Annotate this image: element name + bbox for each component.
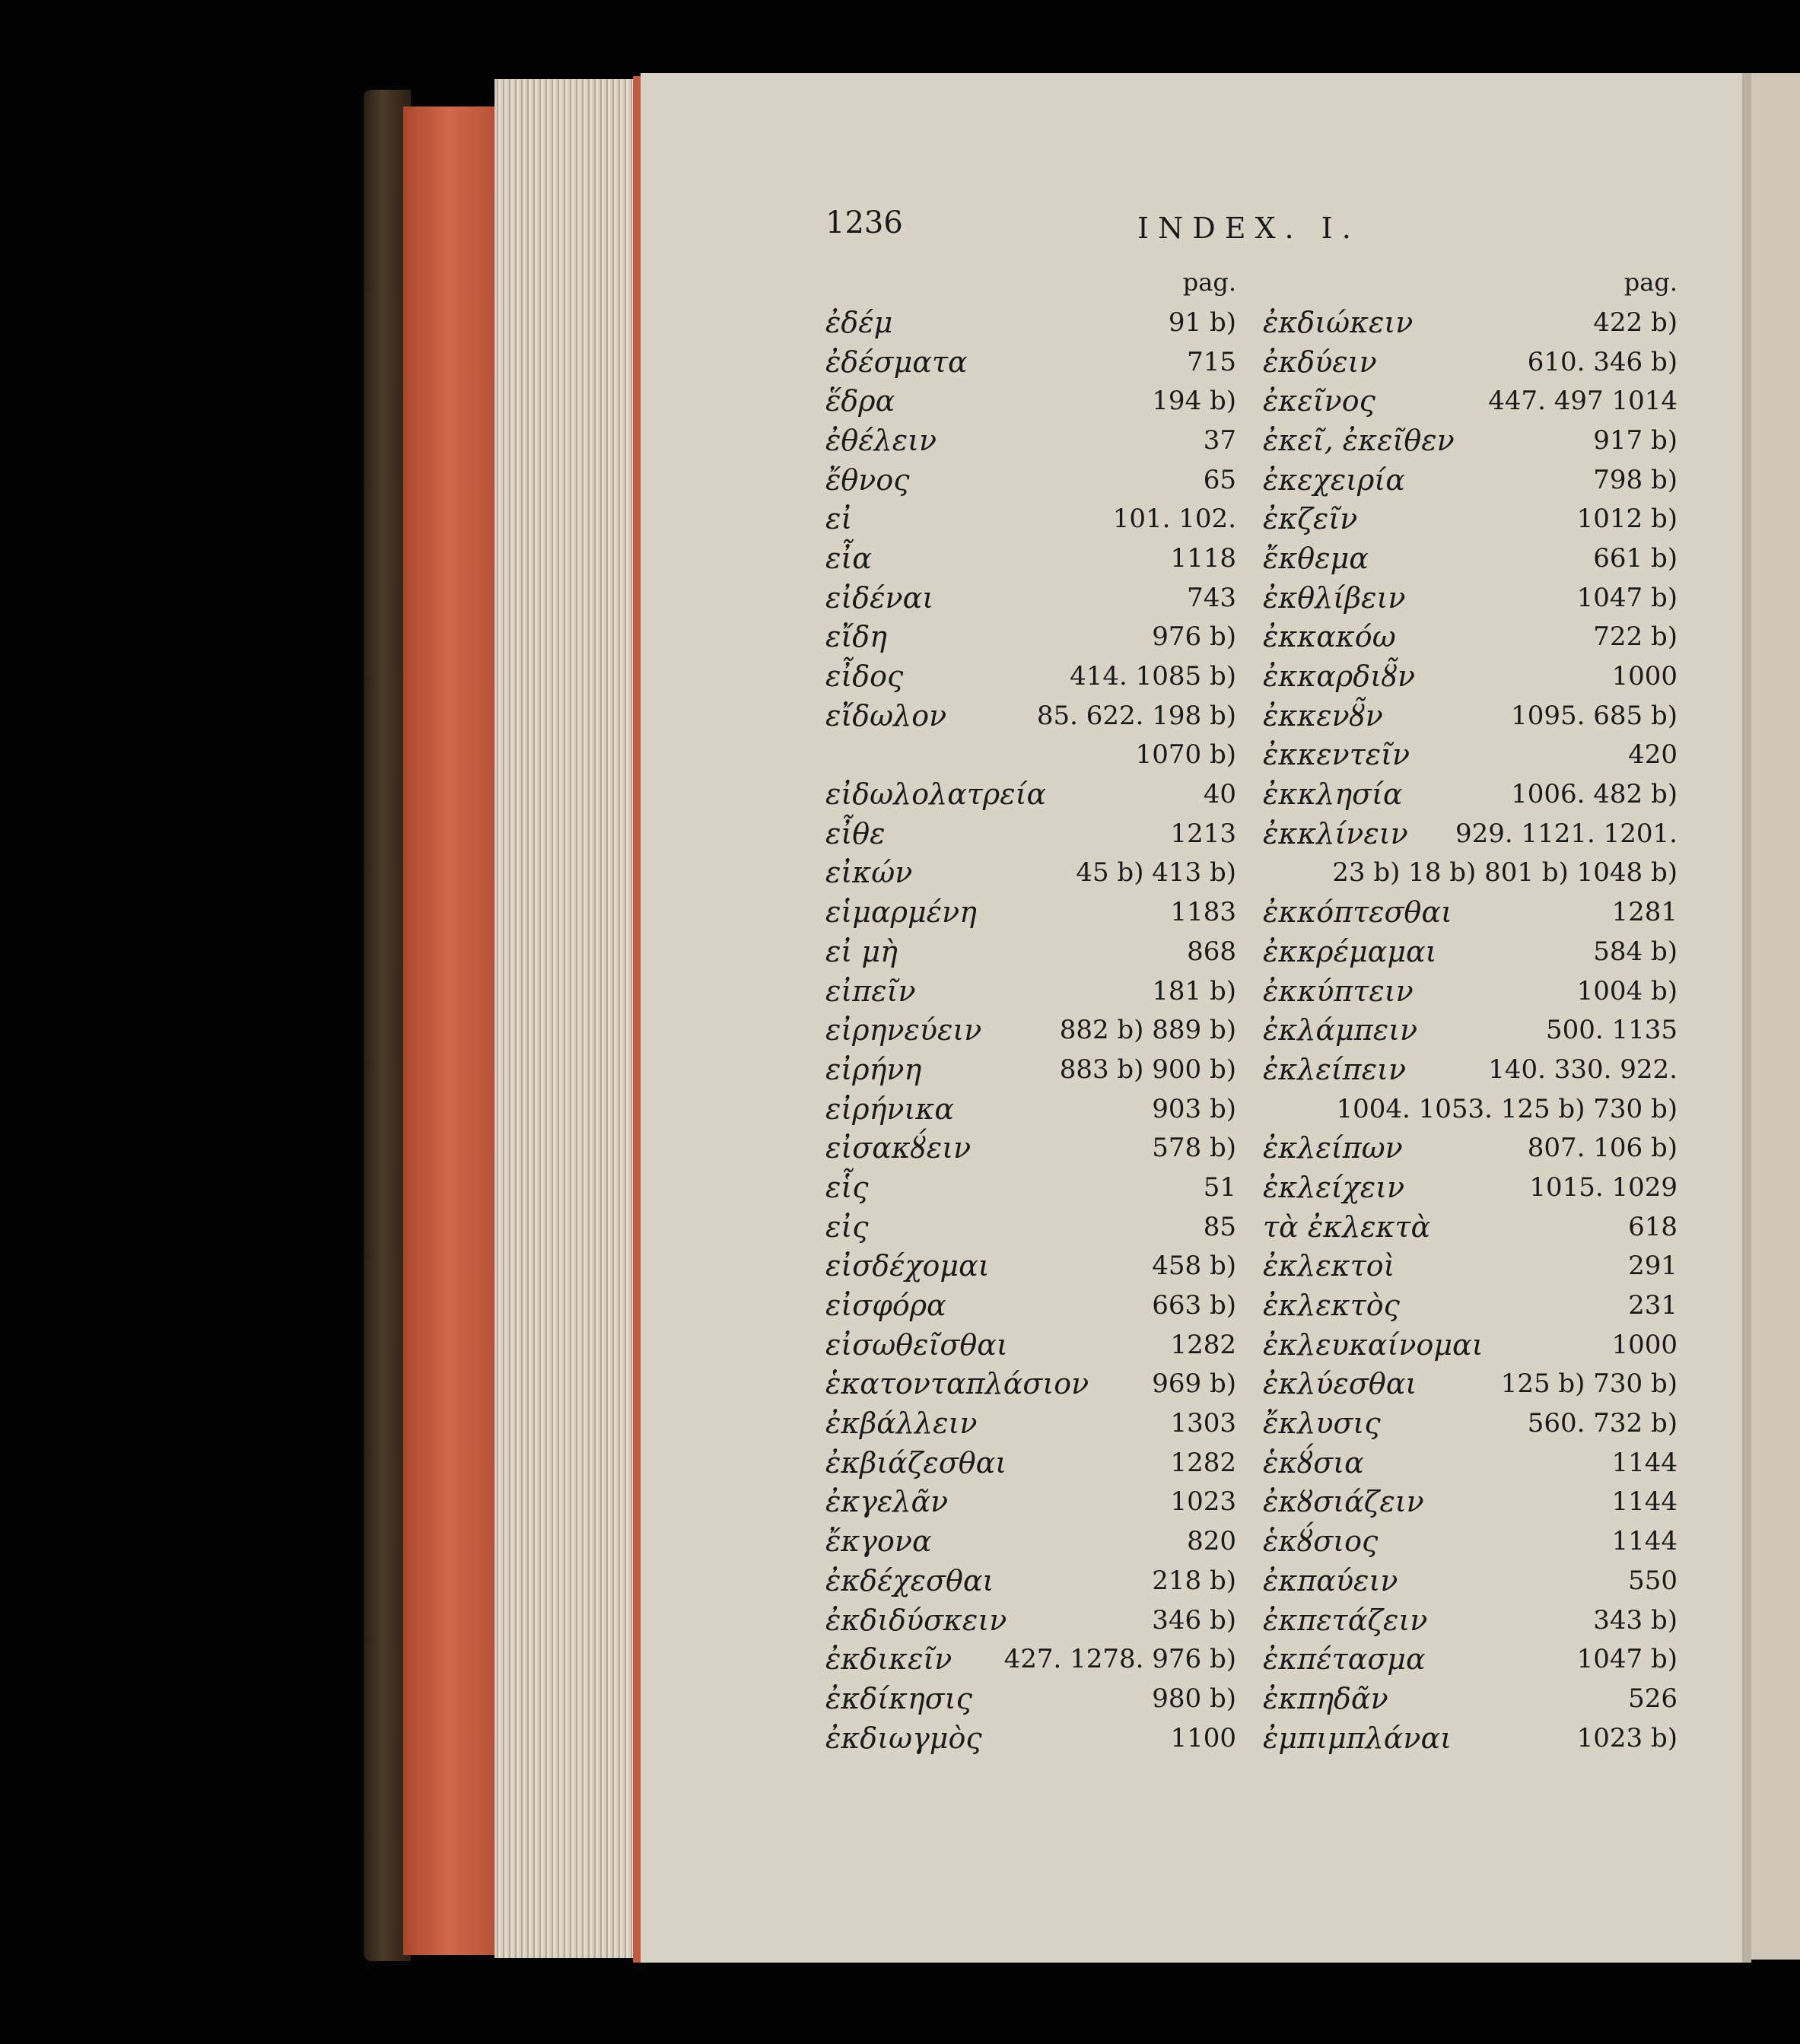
index-entry (1263, 1601, 1678, 1640)
index-entry (825, 1601, 1236, 1640)
entry-term: ἐκλάμπειν (1263, 1013, 1418, 1047)
index-entry (825, 342, 1236, 382)
entry-term: ἐκκαρδιȣ̃ν (1263, 660, 1416, 694)
index-entry (1263, 696, 1678, 736)
index-entry (825, 1168, 1236, 1207)
entry-page-ref: 51 (1203, 1171, 1236, 1203)
entry-page-ref: 1282 (1170, 1329, 1236, 1360)
entry-term: ἐκδύειν (1263, 345, 1377, 379)
index-entry (825, 539, 1236, 578)
entry-page-ref: 194 b) (1152, 386, 1236, 417)
entry-term: ἐκδίκησις (825, 1681, 972, 1715)
entry-term: ἐκπετάζειν (1263, 1603, 1428, 1637)
index-entry (825, 854, 1236, 893)
index-entry (1263, 499, 1678, 539)
entry-term: ἐθέλειν (825, 423, 937, 457)
index-entry (825, 736, 1236, 775)
entry-term: εἰρήνη (825, 1052, 922, 1086)
entry-term: εἱμαρμένη (825, 895, 977, 930)
index-entry (825, 1443, 1236, 1483)
entry-page-ref: 1213 (1170, 818, 1236, 849)
entry-page-ref: 883 b) 900 b) (1059, 1054, 1236, 1085)
entry-page-ref: 798 b) (1593, 464, 1678, 495)
entry-term: ἐμπιμπλάναι (1263, 1721, 1452, 1755)
index-entry (825, 1207, 1236, 1247)
index-entry (825, 1679, 1236, 1718)
index-entry (1263, 1483, 1678, 1522)
index-entry (825, 814, 1236, 854)
entry-term: ἐκλείχειν (1263, 1170, 1405, 1204)
entry-page-ref: 1281 (1611, 897, 1678, 928)
entry-page-ref: 231 (1628, 1290, 1678, 1321)
right-column (1263, 268, 1678, 1757)
index-entry (1263, 656, 1678, 696)
entry-page-ref: 458 b) (1152, 1251, 1236, 1282)
entry-term: εἰπεῖν (825, 974, 916, 1008)
entry-term: ἐκδιωγμὸς (825, 1721, 982, 1755)
entry-term: ἑκȣ́σια (1263, 1445, 1364, 1480)
index-entry (1263, 381, 1678, 421)
index-entry (825, 499, 1236, 539)
entry-page-ref: 618 (1628, 1211, 1678, 1242)
entry-term: ἐκλείπων (1263, 1131, 1403, 1165)
entry-term: ἐκεῖ, ἐκεῖθεν (1263, 423, 1455, 457)
index-entry (1263, 1679, 1678, 1718)
index-entry (1263, 1050, 1678, 1089)
index-entry (1263, 892, 1678, 932)
entry-term: ἑκατονταπλάσιον (825, 1367, 1089, 1401)
page-stack-edge (495, 79, 643, 1958)
entry-page-ref: 85. 622. 198 b) (1036, 700, 1236, 731)
entry-page-ref: 414. 1085 b) (1070, 661, 1236, 692)
index-entry (825, 656, 1236, 696)
index-entry (825, 1089, 1236, 1129)
entry-page-ref: 218 b) (1152, 1565, 1236, 1596)
entry-page-ref: 37 (1203, 424, 1236, 456)
entry-term: εἶα (825, 541, 872, 575)
index-entry (1263, 1128, 1678, 1168)
entry-term: ἐκγελᾶν (825, 1485, 949, 1519)
entry-page-ref: 500. 1135 (1545, 1015, 1678, 1046)
index-entry (825, 303, 1236, 342)
entry-page-ref: 807. 106 b) (1527, 1133, 1678, 1164)
entry-page-ref: 917 b) (1593, 424, 1678, 456)
index-entry (825, 1050, 1236, 1089)
entry-page-ref: 427. 1278. 976 b) (1003, 1644, 1236, 1675)
entry-term: ἐκπαύειν (1263, 1563, 1398, 1597)
index-entry (825, 892, 1236, 932)
entry-term: ἐκκενȣ̃ν (1263, 698, 1383, 733)
index-entry (825, 1247, 1236, 1286)
entry-page-ref: 40 (1203, 779, 1236, 810)
entry-page-ref: 291 (1628, 1251, 1678, 1282)
entry-page-ref: 526 (1628, 1683, 1678, 1714)
index-entry (1263, 1247, 1678, 1286)
entry-term: εἰρηνεύειν (825, 1013, 982, 1047)
index-entry (1263, 736, 1678, 775)
entry-page-ref: 422 b) (1593, 307, 1678, 338)
entry-term: ἔκλυσις (1263, 1407, 1381, 1441)
entry-term: εἴδη (825, 620, 887, 654)
entry-term: ἐκκύπτειν (1263, 974, 1414, 1008)
entry-term: ἐκȣσιάζειν (1263, 1485, 1424, 1519)
entry-term: ἐκκεντεῖν (1263, 738, 1410, 772)
entry-page-ref: 560. 732 b) (1527, 1408, 1678, 1439)
index-entry (1263, 1325, 1678, 1365)
entry-page-ref: 1118 (1170, 542, 1236, 574)
entry-page-ref: 1047 b) (1576, 582, 1678, 613)
entry-term: ἐκκλίνειν (1263, 816, 1408, 850)
index-entry (825, 1561, 1236, 1601)
entry-term: ἐκδιδύσκειν (825, 1603, 1007, 1637)
entry-term: εἰσφόρα (825, 1289, 946, 1323)
entry-page-ref: 661 b) (1593, 542, 1678, 574)
entry-term: εἶδος (825, 660, 904, 694)
entry-page-ref: 45 b) 413 b) (1076, 857, 1236, 888)
entry-term: ἐκδέχεσθαι (825, 1563, 994, 1597)
index-entry (1263, 578, 1678, 618)
index-entry (1263, 1443, 1678, 1483)
entry-term: εἰδωλολατρεία (825, 777, 1047, 812)
index-entry (1263, 774, 1678, 814)
index-entry (1263, 460, 1678, 500)
entry-term: ἐκδιώκειν (1263, 305, 1414, 339)
page-title: INDEX. I. (1137, 211, 1360, 245)
entry-term: εἴδωλον (825, 698, 947, 733)
entry-term: ἕδρα (825, 384, 895, 418)
index-entry (825, 1286, 1236, 1325)
entry-page-ref: 1000 (1611, 661, 1678, 692)
index-entry (825, 578, 1236, 618)
entry-term: ἔθνος (825, 463, 910, 497)
entry-page-ref: 181 b) (1152, 975, 1236, 1006)
entry-page-ref: 85 (1203, 1211, 1236, 1242)
entry-page-ref: 91 b) (1168, 307, 1236, 338)
index-entry (1263, 1639, 1678, 1679)
entry-page-ref: 1000 (1611, 1329, 1678, 1360)
entry-page-ref: 820 (1187, 1526, 1236, 1557)
entry-term: ἔκγονα (825, 1524, 932, 1559)
entry-page-ref: 903 b) (1152, 1093, 1236, 1124)
entry-term: εἷς (825, 1170, 869, 1204)
entry-page-ref: 346 b) (1152, 1604, 1236, 1636)
entry-page-ref: 125 b) 730 b) (1500, 1368, 1678, 1400)
index-entry (825, 1325, 1236, 1365)
index-entry (1263, 342, 1678, 382)
entry-page-ref: 1100 (1170, 1722, 1236, 1753)
entry-page-ref: 1144 (1611, 1526, 1678, 1557)
page-number: 1236 (825, 205, 903, 240)
entry-term: ἔκθεμα (1263, 541, 1369, 575)
index-entry (1263, 1010, 1678, 1050)
entry-page-ref: 1004 b) (1576, 975, 1678, 1006)
entry-page-ref: 1070 b) (1135, 739, 1236, 771)
entry-page-ref: 1047 b) (1576, 1644, 1678, 1675)
red-margin-edge (633, 76, 641, 1963)
entry-page-ref: 1183 (1170, 897, 1236, 928)
facing-page-edge (1751, 73, 1800, 1960)
entry-page-ref: 1015. 1029 (1529, 1171, 1678, 1203)
entry-term: τὰ ἐκλεκτὰ (1263, 1210, 1431, 1244)
entry-term: ἐκβάλλειν (825, 1407, 978, 1441)
entry-page-ref: 1006. 482 b) (1511, 779, 1678, 810)
index-entry (825, 971, 1236, 1011)
entry-page-ref: 343 b) (1593, 1604, 1678, 1636)
left-column (825, 268, 1236, 1757)
index-entry (1263, 1718, 1678, 1758)
entry-page-ref: 882 b) 889 b) (1059, 1015, 1236, 1046)
entry-term: ἐκδικεῖν (825, 1642, 952, 1677)
entry-term: ἐδέσματα (825, 345, 968, 379)
index-entry (825, 381, 1236, 421)
entry-page-ref: 420 (1628, 739, 1678, 771)
entry-term: ἐκλευκαίνομαι (1263, 1327, 1484, 1362)
entry-page-ref: 1144 (1611, 1447, 1678, 1478)
entry-page-ref: 868 (1187, 936, 1236, 967)
entry-page-ref: 65 (1203, 464, 1236, 495)
entry-page-ref: 1282 (1170, 1447, 1236, 1478)
entry-page-ref: 23 b) 18 b) 801 b) 1048 b) (1332, 857, 1678, 888)
entry-term: εἰσακȣ́ειν (825, 1131, 972, 1165)
entry-page-ref: 1023 (1170, 1486, 1236, 1518)
entry-page-ref: 1004. 1053. 125 b) 730 b) (1336, 1093, 1678, 1124)
index-entry (825, 696, 1236, 736)
index-entry (1263, 1403, 1678, 1443)
entry-page-ref: 550 (1628, 1565, 1678, 1596)
index-entry (825, 1639, 1236, 1679)
index-entry (1263, 303, 1678, 342)
index-entry (1263, 971, 1678, 1011)
index-entry (825, 1128, 1236, 1168)
entry-page-ref: 578 b) (1152, 1133, 1236, 1164)
entry-term: εἰσωθεῖσθαι (825, 1327, 1008, 1362)
entry-term: ἐκπέτασμα (1263, 1642, 1426, 1677)
entry-page-ref: 1012 b) (1576, 504, 1678, 535)
index-entry (825, 932, 1236, 971)
entry-page-ref: 1144 (1611, 1486, 1678, 1518)
entry-term: ἐκζεῖν (1263, 502, 1358, 536)
index-entry (825, 618, 1236, 657)
entry-page-ref: 743 (1187, 582, 1236, 613)
entry-page-ref: 584 b) (1593, 936, 1678, 967)
index-entry (825, 460, 1236, 500)
entry-page-ref: 140. 330. 922. (1488, 1054, 1678, 1085)
entry-page-ref: 1023 b) (1576, 1722, 1678, 1753)
entry-term: ἑκȣ́σιος (1263, 1524, 1379, 1559)
entry-term: ἐκλεκτὸς (1263, 1289, 1400, 1323)
entry-term: ἐκεῖνος (1263, 384, 1375, 418)
entry-term: εἰσδέχομαι (825, 1249, 990, 1283)
page-gutter (1742, 73, 1751, 1963)
entry-term: ἐκπηδᾶν (1263, 1681, 1388, 1715)
index-entry (825, 1010, 1236, 1050)
index-entry (1263, 1286, 1678, 1325)
entry-page-ref: 969 b) (1152, 1368, 1236, 1400)
index-entry (1263, 932, 1678, 971)
entry-term: ἐκθλίβειν (1263, 580, 1406, 615)
index-entry (1263, 618, 1678, 657)
entry-page-ref: 715 (1187, 346, 1236, 377)
index-entry (1263, 1168, 1678, 1207)
entry-term: ἐκκακόω (1263, 620, 1396, 654)
entry-term: ἐκεχειρία (1263, 463, 1405, 497)
index-entry (1263, 1365, 1678, 1404)
entry-page-ref: 1303 (1170, 1408, 1236, 1439)
index-entry (1263, 1561, 1678, 1601)
index-entry (1263, 1521, 1678, 1561)
index-entry (825, 774, 1236, 814)
index-entry (1263, 1207, 1678, 1247)
entry-page-ref: 929. 1121. 1201. (1455, 818, 1678, 849)
entry-page-ref: 663 b) (1152, 1290, 1236, 1321)
entry-term: ἐκλεκτοὶ (1263, 1249, 1395, 1283)
entry-term: ἐκβιάζεσθαι (825, 1445, 1007, 1480)
pag-label: pag. (1623, 268, 1678, 297)
index-entry (1263, 814, 1678, 854)
red-page-edge (403, 106, 495, 1955)
entry-term: εἰρήνικα (825, 1092, 954, 1126)
index-entry (825, 1521, 1236, 1561)
entry-term: εἶθε (825, 816, 886, 850)
entry-term: ἐκκρέμαμαι (1263, 934, 1437, 968)
entry-term: ἐκλύεσθαι (1263, 1367, 1417, 1401)
index-entry (1263, 854, 1678, 893)
entry-page-ref: 976 b) (1152, 621, 1236, 653)
index-entry (825, 1483, 1236, 1522)
entry-term: εἰ (825, 502, 853, 536)
entry-page-ref: 101. 102. (1112, 504, 1236, 535)
entry-page-ref: 447. 497 1014 (1488, 386, 1678, 417)
index-entry (825, 1403, 1236, 1443)
index-entry (1263, 421, 1678, 460)
entry-term: εἰκών (825, 856, 913, 890)
entry-term: εἰ μὴ (825, 934, 898, 968)
index-entry (825, 1718, 1236, 1758)
entry-term: ἐκκόπτεσθαι (1263, 895, 1452, 930)
pag-label: pag. (1182, 268, 1236, 297)
index-entry (1263, 539, 1678, 578)
entry-term: ἐδέμ (825, 305, 893, 339)
entry-term: ἐκλείπειν (1263, 1052, 1407, 1086)
entry-page-ref: 610. 346 b) (1527, 346, 1678, 377)
entry-term: εἰς (825, 1210, 869, 1244)
entry-page-ref: 980 b) (1152, 1683, 1236, 1714)
entry-term: εἰδέναι (825, 580, 934, 615)
entry-page-ref: 1095. 685 b) (1511, 700, 1678, 731)
index-entry (1263, 1089, 1678, 1129)
entry-page-ref: 722 b) (1593, 621, 1678, 653)
index-entry (825, 421, 1236, 460)
index-entry (825, 1365, 1236, 1404)
entry-term: ἐκκλησία (1263, 777, 1403, 812)
